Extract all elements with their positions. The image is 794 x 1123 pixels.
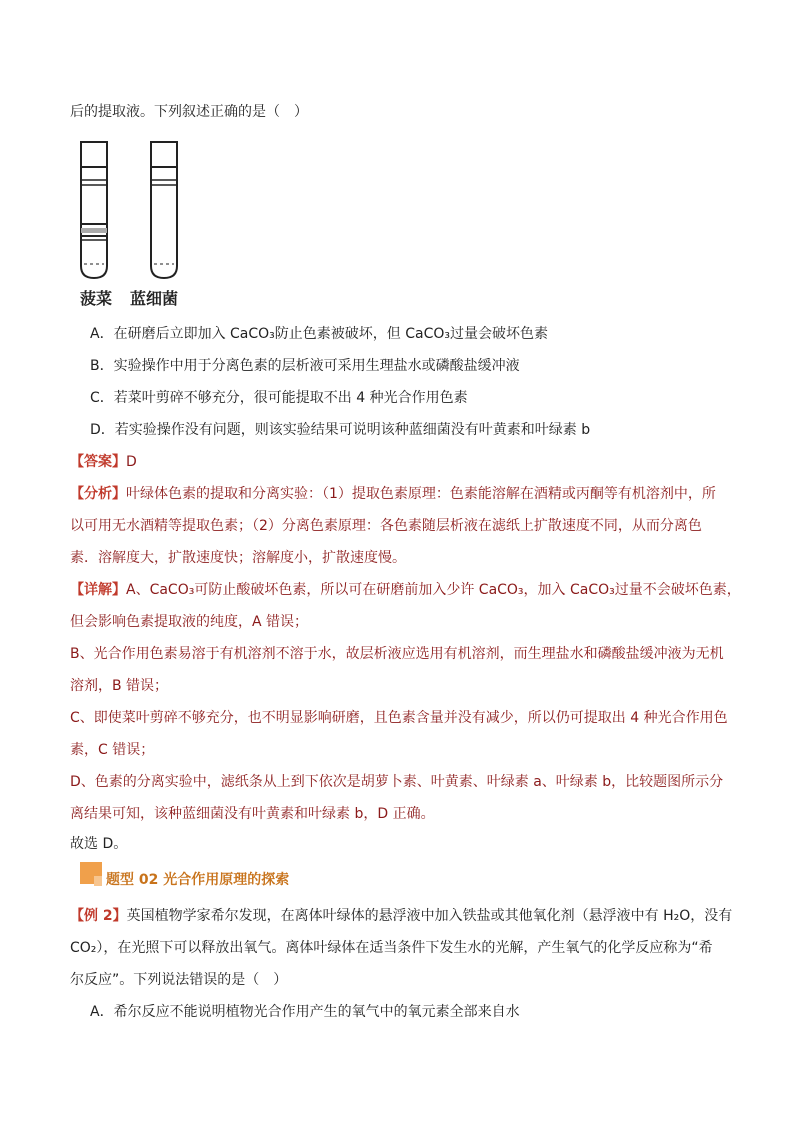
option-c: C．若菜叶剪碎不够充分，很可能提取不出 4 种光合作用色素 [90, 390, 468, 406]
example-tag: 【例 2】 [70, 908, 127, 924]
detail-line-b1: B、光合作用色素易溶于有机溶剂不溶于水，故层析液应选用有机溶剂，而生理盐水和磷酸盐缓冲液为无机 [70, 646, 724, 662]
detail-line-a2: 但会影响色素提取液的纯度，A 错误； [70, 614, 309, 630]
cyanobacteria-tube [151, 142, 177, 278]
chromatography-figure [78, 140, 198, 282]
cyanobacteria-label: 蓝细菌 [130, 289, 179, 308]
detail-line-d1: D、色素的分离实验中，滤纸条从上到下依次是胡萝卜素、叶黄素、叶绿素 a、叶绿素 b，比较题图所示分 [70, 774, 724, 790]
detail-tag: 【详解】 [70, 582, 126, 598]
analysis-line-2: 以可用无水酒精等提取色素；（2）分离色素原理：各色素随层析液在滤纸上扩散速度不同，从而分离色 [70, 518, 702, 534]
option-a: A．在研磨后立即加入 CaCO₃防止色素被破坏，但 CaCO₃过量会破坏色素 [90, 326, 548, 342]
detail-line-a1 [70, 580, 741, 600]
answer-line [70, 452, 137, 472]
detail-line-d2: 离结果可知，该种蓝细菌没有叶黄素和叶绿素 b，D 正确。 [70, 806, 435, 822]
option-d: D．若实验操作没有问题，则该实验结果可说明该种蓝细菌没有叶黄素和叶绿素 b [90, 422, 591, 438]
detail-conclusion: 故选 D。 [70, 836, 128, 852]
answer-tag: 【答案】 [70, 454, 126, 470]
analysis-line-3: 素．溶解度大，扩散速度快；溶解度小，扩散速度慢。 [70, 550, 406, 566]
example-line-1 [70, 906, 732, 926]
detail-text-a1: A、CaCO₃可防止酸破坏色素，所以可在研磨前加入少许 CaCO₃，加入 CaCO₃过量不会破坏色素， [126, 582, 741, 598]
analysis-tag: 【分析】 [70, 486, 126, 502]
example-option-a: A．希尔反应不能说明植物光合作用产生的氧气中的氧元素全部来自水 [90, 1004, 520, 1020]
question-intro: 后的提取液。下列叙述正确的是（ ） [70, 104, 308, 120]
section-icon-accent [94, 876, 102, 886]
spinach-tube [81, 142, 107, 278]
detail-line-b2: 溶剂，B 错误； [70, 678, 169, 694]
detail-line-c2: 素，C 错误； [70, 742, 155, 758]
analysis-line-1 [70, 484, 716, 504]
example-text-1: 英国植物学家希尔发现，在离体叶绿体的悬浮液中加入铁盐或其他氧化剂（悬浮液中有 H₂O，没有 [126, 908, 733, 924]
analysis-text-1: 叶绿体色素的提取和分离实验：（1）提取色素原理：色素能溶解在酒精或丙酮等有机溶剂中，所 [126, 486, 716, 502]
detail-line-c1: C、即使菜叶剪碎不够充分，也不明显影响研磨，且色素含量并没有减少，所以仍可提取出 4 种光合作用色 [70, 710, 728, 726]
section-title: 题型 02 光合作用原理的探索 [106, 872, 290, 888]
example-line-3: 尔反应”。下列说法错误的是（ ） [70, 972, 288, 988]
example-line-2: CO₂），在光照下可以释放出氧气。离体叶绿体在适当条件下发生水的光解，产生氧气的化学反应称为“希 [70, 940, 713, 956]
answer-value: D [126, 454, 137, 470]
spinach-label: 菠菜 [80, 289, 113, 308]
option-b: B．实验操作中用于分离色素的层析液可采用生理盐水或磷酸盐缓冲液 [90, 358, 520, 374]
